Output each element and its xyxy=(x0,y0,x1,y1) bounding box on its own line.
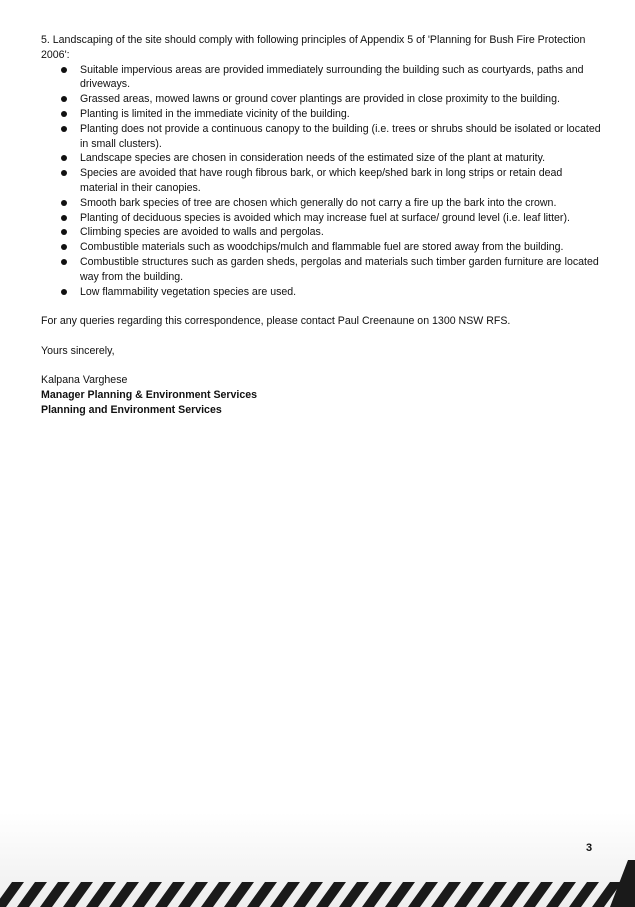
letter-body xyxy=(41,33,601,418)
spacer xyxy=(41,359,601,374)
list-item: Planting does not provide a continuous canopy to the building (i.e. trees or shrubs should be isolated or located in small clusters). xyxy=(41,122,601,152)
list-item: Grassed areas, mowed lawns or ground cover plantings are provided in close proximity to the building. xyxy=(41,92,601,107)
list-item: Landscape species are chosen in consideration needs of the estimated size of the plant at maturity. xyxy=(41,151,601,166)
signatory-title: Manager Planning & Environment Services xyxy=(41,389,258,402)
spacer xyxy=(41,329,601,344)
list-item: Smooth bark species of tree are chosen which generally do not carry a fire up the bark into the crown. xyxy=(41,196,601,211)
landscaping-intro: 5. Landscaping of the site should comply with following principles of Appendix 5 of 'Planning for Bush Fire Protection 2006': xyxy=(41,34,586,61)
spacer xyxy=(41,299,601,314)
list-item: Climbing species are avoided to walls and pergolas. xyxy=(41,225,601,240)
list-item: Combustible structures such as garden sheds, pergolas and materials such timber garden furniture are located way from the building. xyxy=(41,255,601,285)
landscaping-principles-list xyxy=(41,63,601,300)
closing-salutation: Yours sincerely, xyxy=(41,344,115,357)
list-item: Planting of deciduous species is avoided which may increase fuel at surface/ ground level (i.e. leaf litter). xyxy=(41,211,601,226)
footer-band xyxy=(0,812,635,907)
page-number: 3 xyxy=(586,842,593,854)
queries-paragraph: For any queries regarding this correspondence, please contact Paul Creenaune on 1300 NSW RFS. xyxy=(41,315,511,328)
signatory-name: Kalpana Varghese xyxy=(41,374,128,387)
list-item: Planting is limited in the immediate vicinity of the building. xyxy=(41,107,601,122)
list-item: Low flammability vegetation species are used. xyxy=(41,285,601,300)
signatory-department: Planning and Environment Services xyxy=(41,403,222,416)
list-item: Species are avoided that have rough fibrous bark, or which keep/shed bark in long strips or retain dead material in their canopies. xyxy=(41,166,601,196)
list-item: Combustible materials such as woodchips/mulch and flammable fuel are stored away from the building. xyxy=(41,240,601,255)
list-item: Suitable impervious areas are provided immediately surrounding the building such as courtyards, paths and driveways. xyxy=(41,63,601,93)
